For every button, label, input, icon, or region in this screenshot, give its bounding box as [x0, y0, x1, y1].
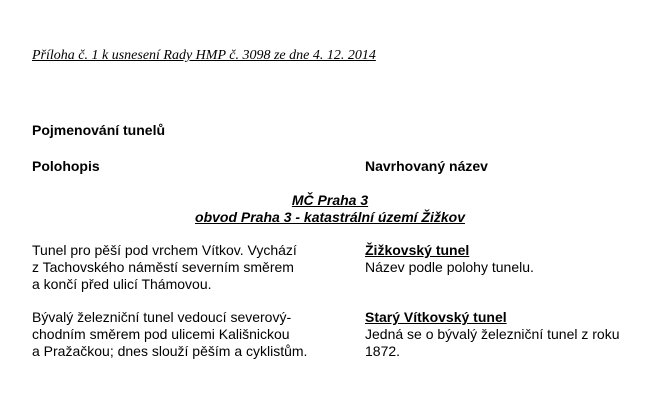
- annex-reference: Příloha č. 1 k usnesení Rady HMP č. 3098 ze dne 4. 12. 2014: [32, 48, 376, 63]
- tunnel-note: [365, 326, 655, 360]
- description-line: Bývalý železniční tunel vedoucí severový-: [32, 309, 292, 325]
- description-line: z Tachovského náměstí severním směrem: [32, 259, 294, 275]
- tunnel-note: [365, 259, 655, 276]
- entry-2-proposed-name: [365, 309, 655, 360]
- column-header-proposed-name: Navrhovaný název: [365, 158, 488, 174]
- district-line-1: MČ Praha 3: [291, 192, 369, 208]
- entry-2-description: [32, 309, 332, 360]
- description-line: a Pražačkou; dnes slouží pěším a cyklistům.: [32, 343, 308, 359]
- document-heading: Pojmenování tunelů: [32, 122, 166, 138]
- description-line: a končí před ulicí Thámovou.: [32, 276, 212, 292]
- tunnel-name: Starý Vítkovský tunel: [365, 309, 507, 325]
- note-line: Název podle polohy tunelu.: [365, 259, 534, 275]
- entry-1-proposed-name: [365, 242, 655, 276]
- note-line: 1872.: [365, 343, 401, 359]
- note-line: Jedná se o bývalý železniční tunel z roku: [365, 326, 620, 342]
- district-line-2: obvod Praha 3 - katastrální území Žižkov: [195, 209, 465, 225]
- column-header-location: Polohopis: [32, 158, 100, 174]
- district-heading: [195, 192, 465, 226]
- description-line: chodním směrem pod ulicemi Kališnickou: [32, 326, 290, 342]
- description-line: Tunel pro pěší pod vrchem Vítkov. Vychází: [32, 242, 297, 258]
- entry-1-description: [32, 242, 332, 293]
- tunnel-name: Žižkovský tunel: [365, 242, 470, 258]
